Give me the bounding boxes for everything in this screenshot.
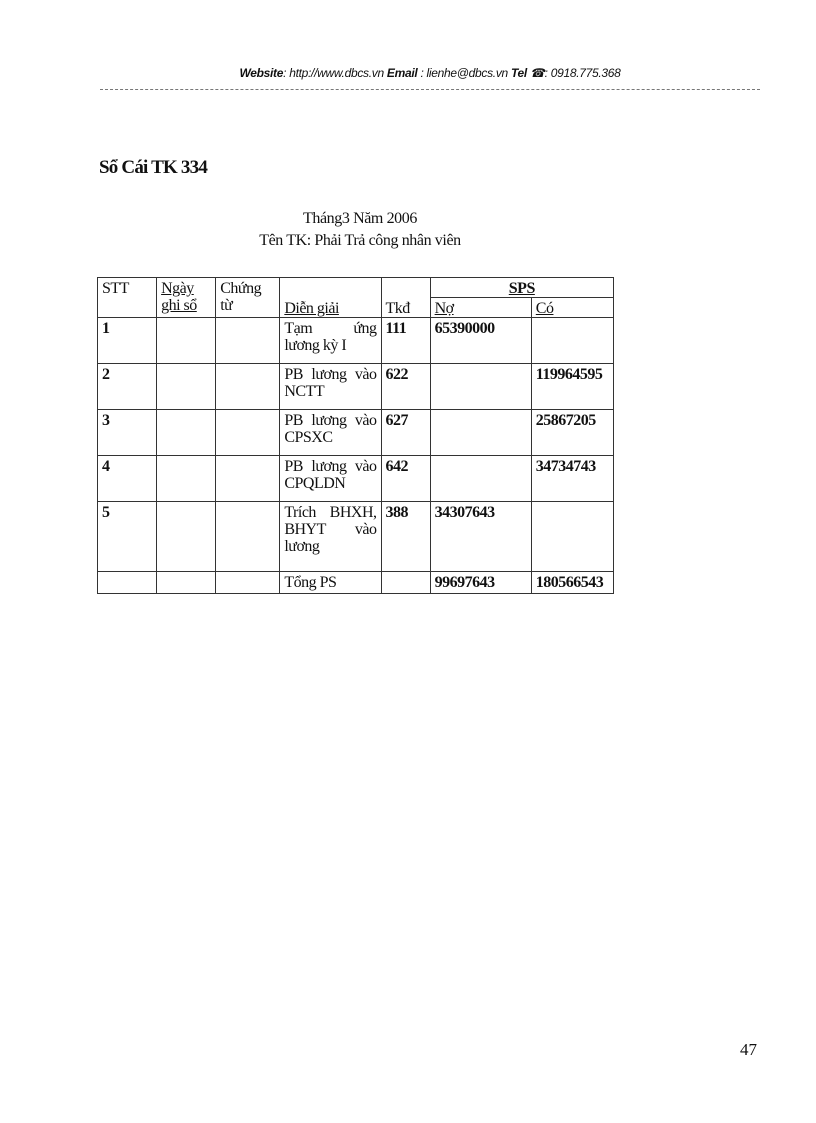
cell-no: 34307643 bbox=[430, 502, 531, 572]
table-row bbox=[98, 410, 614, 456]
table-row bbox=[98, 364, 614, 410]
header-ngay-text: Ngày ghi sổ bbox=[161, 280, 197, 314]
header-chung: Chứng từ bbox=[216, 278, 280, 318]
header-no-text: Nợ bbox=[434, 300, 454, 317]
tel-value: : 0918.775.368 bbox=[544, 66, 621, 80]
cell-stt: 5 bbox=[98, 502, 157, 572]
header-divider bbox=[100, 89, 760, 90]
header-co-text: Có bbox=[535, 300, 554, 317]
cell-co: 25867205 bbox=[531, 410, 613, 456]
cell-chung bbox=[216, 456, 280, 502]
cell-no bbox=[430, 364, 531, 410]
cell-co bbox=[531, 318, 613, 364]
header-row-1 bbox=[98, 278, 614, 298]
header-ngay bbox=[157, 278, 216, 318]
cell-no bbox=[430, 410, 531, 456]
website-value: : http://www.dbcs.vn bbox=[283, 66, 384, 80]
cell-ngay bbox=[157, 456, 216, 502]
cell-stt bbox=[98, 572, 157, 594]
cell-tkd: 111 bbox=[381, 318, 430, 364]
cell-chung bbox=[216, 502, 280, 572]
table-row bbox=[98, 502, 614, 572]
header-sps bbox=[430, 278, 613, 298]
cell-stt: 3 bbox=[98, 410, 157, 456]
cell-co: 119964595 bbox=[531, 364, 613, 410]
email-value: : lienhe@dbcs.vn bbox=[420, 66, 508, 80]
cell-co bbox=[531, 502, 613, 572]
cell-dien: PB lương vào CPSXC bbox=[280, 410, 381, 456]
cell-no bbox=[430, 456, 531, 502]
email-label: Email bbox=[386, 66, 418, 80]
cell-tkd: 622 bbox=[381, 364, 430, 410]
cell-total-no: 99697643 bbox=[430, 572, 531, 594]
ledger-table bbox=[97, 277, 614, 594]
cell-ngay bbox=[157, 572, 216, 594]
header-dien bbox=[280, 278, 381, 318]
cell-total-label: Tổng PS bbox=[280, 572, 381, 594]
header-no bbox=[430, 298, 531, 318]
table-row bbox=[98, 456, 614, 502]
header-tkd: Tkđ bbox=[381, 278, 430, 318]
cell-tkd: 642 bbox=[381, 456, 430, 502]
header-dien-text: Diễn giải bbox=[284, 300, 339, 317]
page-header bbox=[100, 66, 760, 80]
cell-dien: PB lương vào CPQLDN bbox=[280, 456, 381, 502]
cell-dien: PB lương vào NCTT bbox=[280, 364, 381, 410]
website-label: Website bbox=[239, 66, 284, 80]
cell-no: 65390000 bbox=[430, 318, 531, 364]
cell-co: 34734743 bbox=[531, 456, 613, 502]
cell-tkd: 627 bbox=[381, 410, 430, 456]
cell-dien: Trích BHXH, BHYT vào lương bbox=[280, 502, 381, 572]
cell-tkd bbox=[381, 572, 430, 594]
cell-chung bbox=[216, 318, 280, 364]
cell-ngay bbox=[157, 410, 216, 456]
cell-dien: Tạm ứng lương kỳ I bbox=[280, 318, 381, 364]
total-row bbox=[98, 572, 614, 594]
cell-tkd: 388 bbox=[381, 502, 430, 572]
cell-total-co: 180566543 bbox=[531, 572, 613, 594]
cell-chung bbox=[216, 410, 280, 456]
page-number: 47 bbox=[740, 1040, 757, 1059]
cell-stt: 1 bbox=[98, 318, 157, 364]
cell-ngay bbox=[157, 318, 216, 364]
cell-chung bbox=[216, 364, 280, 410]
header-co bbox=[531, 298, 613, 318]
header-stt: STT bbox=[98, 278, 157, 318]
cell-ngay bbox=[157, 502, 216, 572]
period-subtitle: Tháng3 Năm 2006 bbox=[303, 210, 417, 227]
cell-stt: 2 bbox=[98, 364, 157, 410]
cell-stt: 4 bbox=[98, 456, 157, 502]
tel-label: Tel bbox=[510, 66, 527, 80]
cell-chung bbox=[216, 572, 280, 594]
phone-icon: ☎ bbox=[530, 66, 545, 80]
account-subtitle: Tên TK: Phải Trả công nhân viên bbox=[259, 232, 461, 249]
document-title: Sổ Cái TK 334 bbox=[99, 157, 208, 178]
header-sps-text: SPS bbox=[508, 280, 535, 297]
table-row bbox=[98, 318, 614, 364]
cell-ngay bbox=[157, 364, 216, 410]
